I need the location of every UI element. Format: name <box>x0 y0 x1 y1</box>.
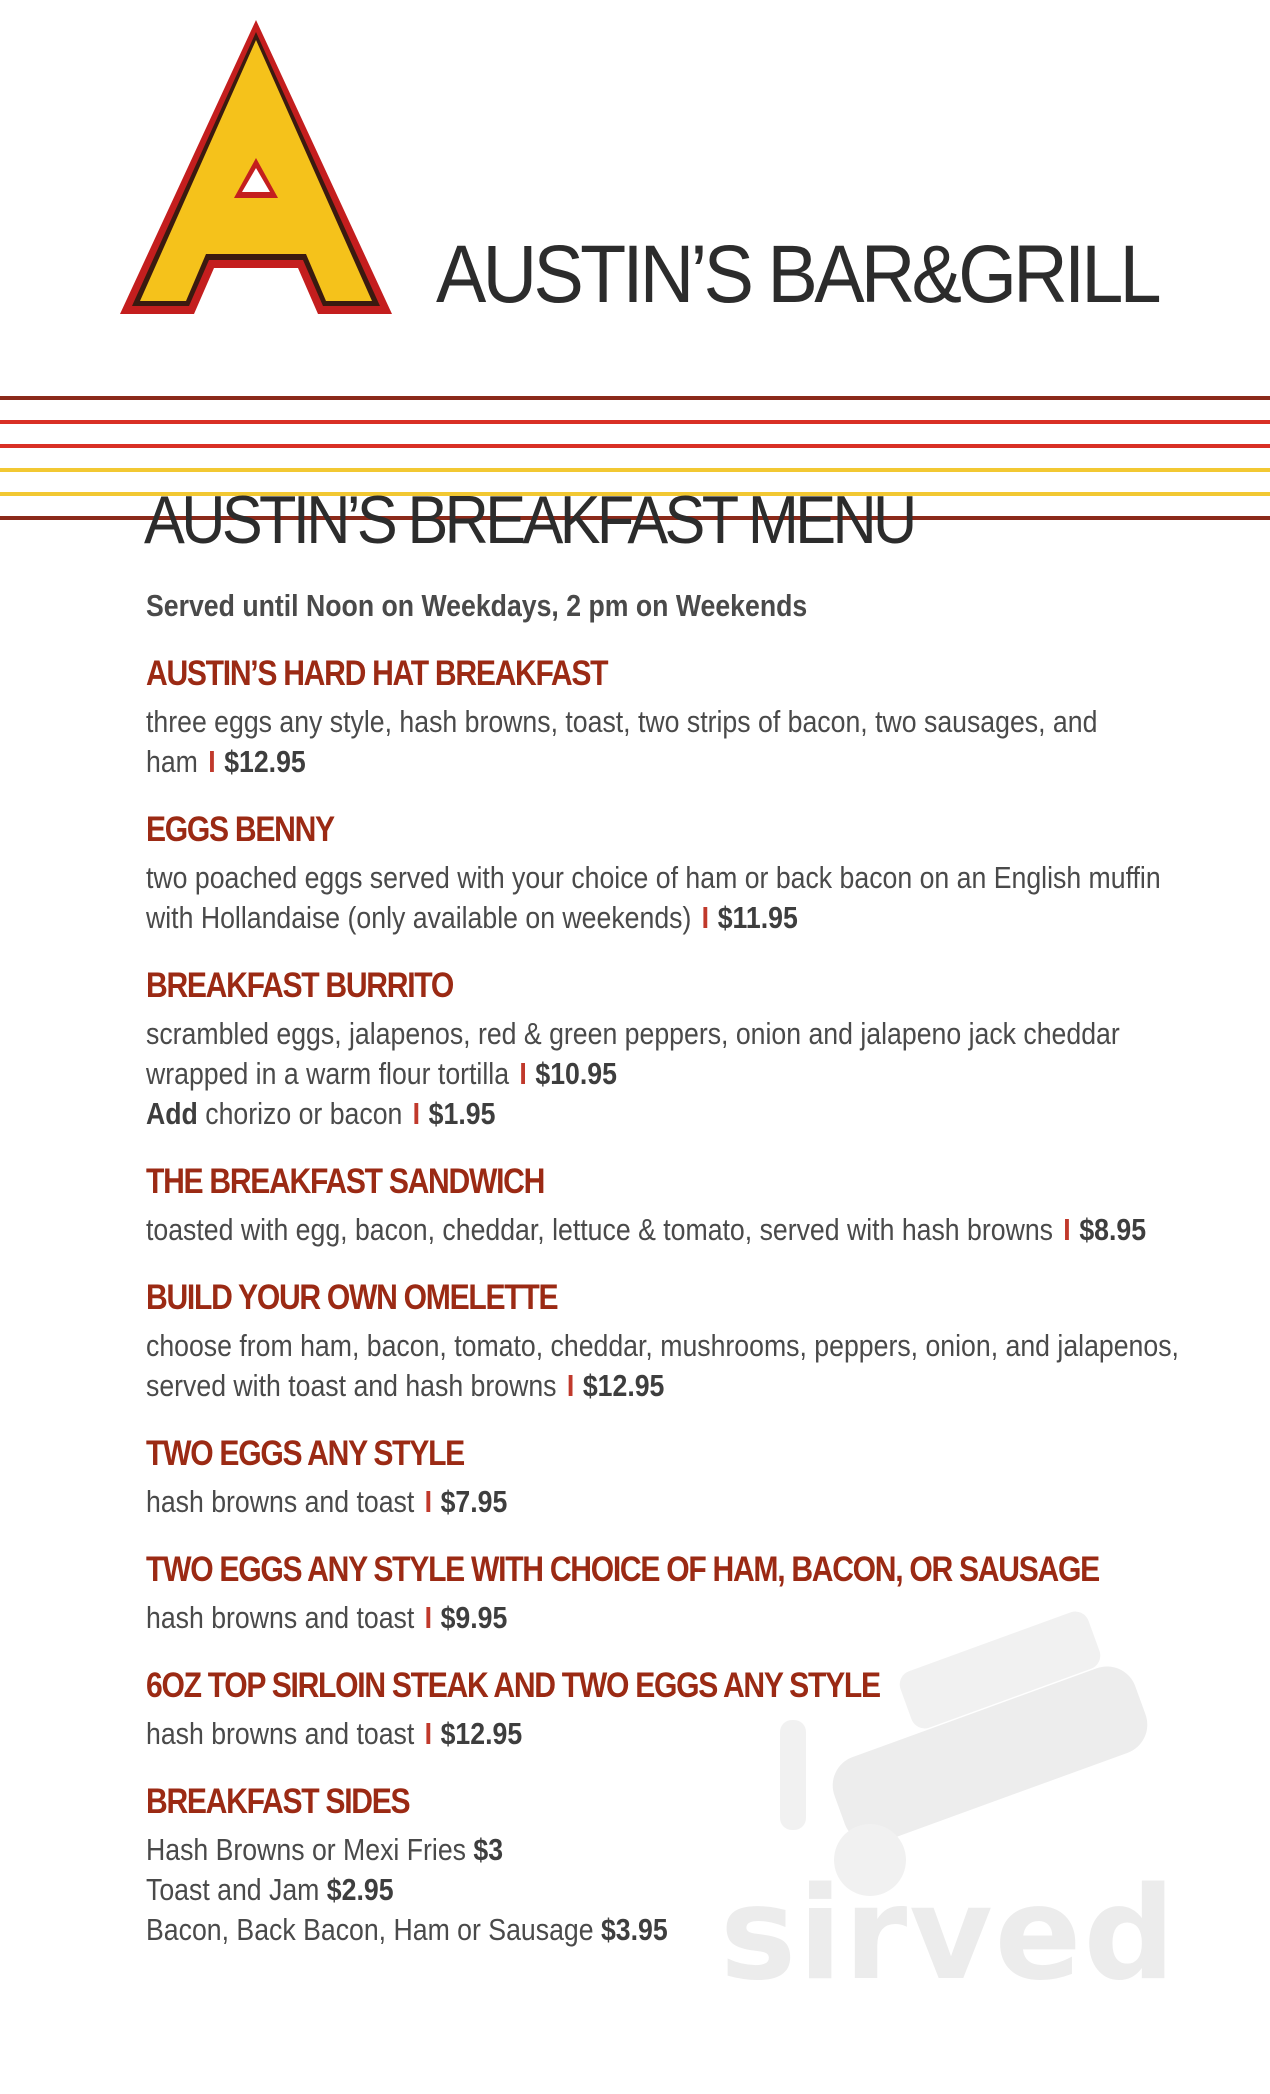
menu-item <box>146 808 1195 938</box>
item-description: toasted with egg, bacon, cheddar, lettuce & tomato, served with hash browns I $8.95 <box>146 1212 1147 1247</box>
item-addon: Add chorizo or bacon I $1.95 <box>146 1096 496 1131</box>
side-item: Hash Browns or Mexi Fries $3 <box>146 1832 504 1867</box>
item-price: $9.95 <box>440 1600 508 1635</box>
item-description: hash browns and toast I $7.95 <box>146 1484 508 1519</box>
item-title: TWO EGGS ANY STYLE WITH CHOICE OF HAM, BACON, OR SAUSAGE <box>146 1550 1099 1589</box>
side-price: $3.95 <box>600 1912 668 1947</box>
logo-icon <box>118 18 394 316</box>
brand-name: AUSTIN’S BAR&GRILL <box>436 229 1158 320</box>
watermark-text: sirved <box>720 1860 1178 2009</box>
item-price: $7.95 <box>440 1484 508 1519</box>
menu-title: AUSTIN’S BREAKFAST MENU <box>144 482 914 558</box>
side-price: $2.95 <box>326 1872 394 1907</box>
side-item: Toast and Jam $2.95 <box>146 1872 394 1907</box>
menu-item <box>146 1160 1195 1250</box>
item-title: AUSTIN’S HARD HAT BREAKFAST <box>146 654 608 693</box>
item-description: scrambled eggs, jalapenos, red & green peppers, onion and jalapeno jack cheddar wrapped in a warm flour tortilla I $10.95 <box>146 1016 1120 1091</box>
addon-price: $1.95 <box>428 1096 496 1131</box>
item-title: THE BREAKFAST SANDWICH <box>146 1162 545 1201</box>
side-price: $3 <box>473 1832 504 1867</box>
item-title: EGGS BENNY <box>146 810 334 849</box>
item-title: BREAKFAST BURRITO <box>146 966 453 1005</box>
side-item: Bacon, Back Bacon, Ham or Sausage $3.95 <box>146 1912 668 1947</box>
menu-item <box>146 964 1195 1134</box>
item-description: two poached eggs served with your choice of ham or back bacon on an English muffin with Hollandaise (only available on weekends) I $11.95 <box>146 860 1161 935</box>
menu-item <box>146 652 1195 782</box>
item-price: $10.95 <box>535 1056 617 1091</box>
menu-item <box>146 1276 1195 1406</box>
item-price: $11.95 <box>717 900 798 935</box>
item-title: BUILD YOUR OWN OMELETTE <box>146 1278 558 1317</box>
item-title: TWO EGGS ANY STYLE <box>146 1434 464 1473</box>
item-description: hash browns and toast I $12.95 <box>146 1716 523 1751</box>
item-price: $12.95 <box>440 1716 523 1751</box>
item-description: hash browns and toast I $9.95 <box>146 1600 508 1635</box>
menu-subtitle: Served until Noon on Weekdays, 2 pm on Weekends <box>146 588 808 623</box>
menu-item <box>146 1432 1195 1522</box>
item-description: three eggs any style, hash browns, toast, two strips of bacon, two sausages, and ham I $12.95 <box>146 704 1098 779</box>
item-price: $8.95 <box>1079 1212 1147 1247</box>
item-price: $12.95 <box>582 1368 665 1403</box>
item-price: $12.95 <box>224 744 306 779</box>
sides-title: BREAKFAST SIDES <box>146 1782 410 1821</box>
item-title: 6OZ TOP SIRLOIN STEAK AND TWO EGGS ANY STYLE <box>146 1666 880 1705</box>
item-description: choose from ham, bacon, tomato, cheddar, mushrooms, peppers, onion, and jalapenos, served with toast and hash browns I $12.95 <box>146 1328 1179 1403</box>
